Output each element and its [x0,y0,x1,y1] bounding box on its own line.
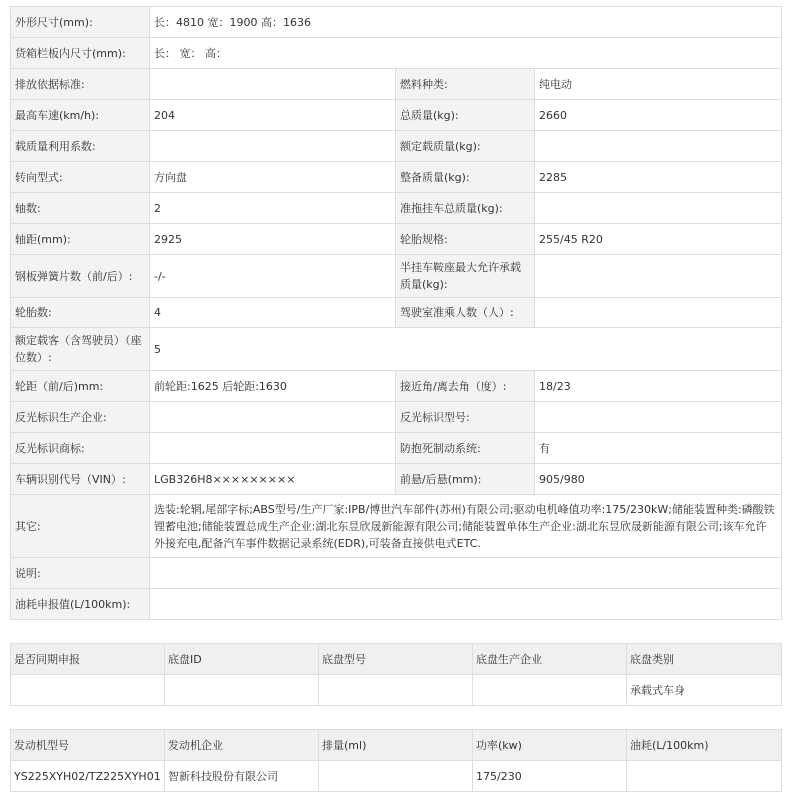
param-label: 反光标识型号: [396,402,535,433]
column-header: 底盘型号 [319,644,473,675]
table-row [11,464,782,495]
param-value: 前轮距:1625 后轮距:1630 [150,371,396,402]
param-label: 轮胎数: [11,298,150,328]
param-value: 204 [150,100,396,131]
param-value: 纯电动 [535,69,782,100]
param-label: 总质量(kg): [396,100,535,131]
param-label: 车辆识别代号（VIN）: [11,464,150,495]
chassis-table [10,643,782,706]
table-row [11,675,782,706]
param-label: 接近角/离去角（度）: [396,371,535,402]
param-value [535,298,782,328]
param-label: 载质量利用系数: [11,131,150,162]
column-header: 底盘生产企业 [473,644,627,675]
param-label: 反光标识生产企业: [11,402,150,433]
column-header: 发动机型号 [11,730,165,761]
param-value: LGB326H8××××××××× [150,464,396,495]
column-header: 底盘ID [165,644,319,675]
param-label: 钢板弹簧片数（前/后）: [11,255,150,298]
param-value [150,433,396,464]
param-value [150,402,396,433]
param-value: 4 [150,298,396,328]
table-row [11,7,782,38]
table-row [11,69,782,100]
column-header: 底盘类别 [627,644,782,675]
other-label: 其它: [11,495,150,558]
table-row [11,761,782,792]
fuel-label: 油耗申报值(L/100km): [11,589,150,620]
param-label: 转向型式: [11,162,150,193]
column-header: 功率(kw) [473,730,627,761]
table-row [11,371,782,402]
table-cell [627,761,782,792]
param-value: 2660 [535,100,782,131]
param-label: 半挂车鞍座最大允许承载质量(kg): [396,255,535,298]
param-label: 燃料种类: [396,69,535,100]
param-label: 整备质量(kg): [396,162,535,193]
column-header: 油耗(L/100km) [627,730,782,761]
table-row [11,131,782,162]
param-value [150,131,396,162]
note-value [150,558,782,589]
table-cell: 承载式车身 [627,675,782,706]
param-value: 有 [535,433,782,464]
table-header-row [11,730,782,761]
param-value: 905/980 [535,464,782,495]
param-value: 2 [150,193,396,224]
param-value: 2925 [150,224,396,255]
table-row [11,328,782,371]
table-cell [11,675,165,706]
table-cell [473,675,627,706]
table-cell: 175/230 [473,761,627,792]
param-value: 方向盘 [150,162,396,193]
param-value [535,131,782,162]
outer-size-value: 长：4810 宽：1900 高：1636 [150,7,782,38]
param-value: 18/23 [535,371,782,402]
other-value: 选装:轮辋,尾部字标;ABS型号/生产厂家:IPB/博世汽车部件(苏州)有限公司;驱动电机峰值功率:175/230kW;储能装置种类:磷酸铁锂蓄电池;储能装置总成生产企业:湖北东昱欣晟新能源有限公司;储能装置单体生产企业:湖北东昱欣晟新能源有限公司;该车允许外接充电,配备汽车事件数据记录系统(EDR),可装备直接供电式ETC. [150,495,782,558]
column-header: 排量(ml) [319,730,473,761]
engine-table [10,729,782,792]
seats-label: 额定载客（含驾驶员）（座位数）: [11,328,150,371]
param-label: 额定载质量(kg): [396,131,535,162]
cargo-size-label: 货箱栏板内尺寸(mm): [11,38,150,69]
param-label: 准拖挂车总质量(kg): [396,193,535,224]
table-row [11,495,782,558]
column-header: 发动机企业 [165,730,319,761]
param-value [150,69,396,100]
table-cell: YS225XYH02/TZ225XYH01 [11,761,165,792]
table-row [11,162,782,193]
param-label: 轴数: [11,193,150,224]
table-row [11,433,782,464]
param-label: 轮距（前/后)mm: [11,371,150,402]
param-label: 前悬/后悬(mm): [396,464,535,495]
outer-size-label: 外形尺寸(mm): [11,7,150,38]
table-row [11,402,782,433]
table-row [11,589,782,620]
param-label: 轮胎规格: [396,224,535,255]
param-value: -/- [150,255,396,298]
param-label: 防抱死制动系统: [396,433,535,464]
seats-value: 5 [150,328,782,371]
note-label: 说明: [11,558,150,589]
param-value: 2285 [535,162,782,193]
table-row [11,255,782,298]
table-row [11,224,782,255]
param-label: 排放依据标准: [11,69,150,100]
fuel-value [150,589,782,620]
table-row [11,558,782,589]
table-cell: 智新科技股份有限公司 [165,761,319,792]
param-value [535,193,782,224]
param-value: 255/45 R20 [535,224,782,255]
table-cell [319,761,473,792]
table-row [11,38,782,69]
table-row [11,100,782,131]
cargo-size-value: 长： 宽： 高： [150,38,782,69]
param-value [535,255,782,298]
table-cell [319,675,473,706]
vehicle-params-table [10,6,782,620]
table-header-row [11,644,782,675]
param-value [535,402,782,433]
param-label: 轴距(mm): [11,224,150,255]
param-label: 最高车速(km/h): [11,100,150,131]
table-cell [165,675,319,706]
param-label: 驾驶室准乘人数（人）: [396,298,535,328]
table-row [11,298,782,328]
table-row [11,193,782,224]
column-header: 是否同期申报 [11,644,165,675]
param-label: 反光标识商标: [11,433,150,464]
